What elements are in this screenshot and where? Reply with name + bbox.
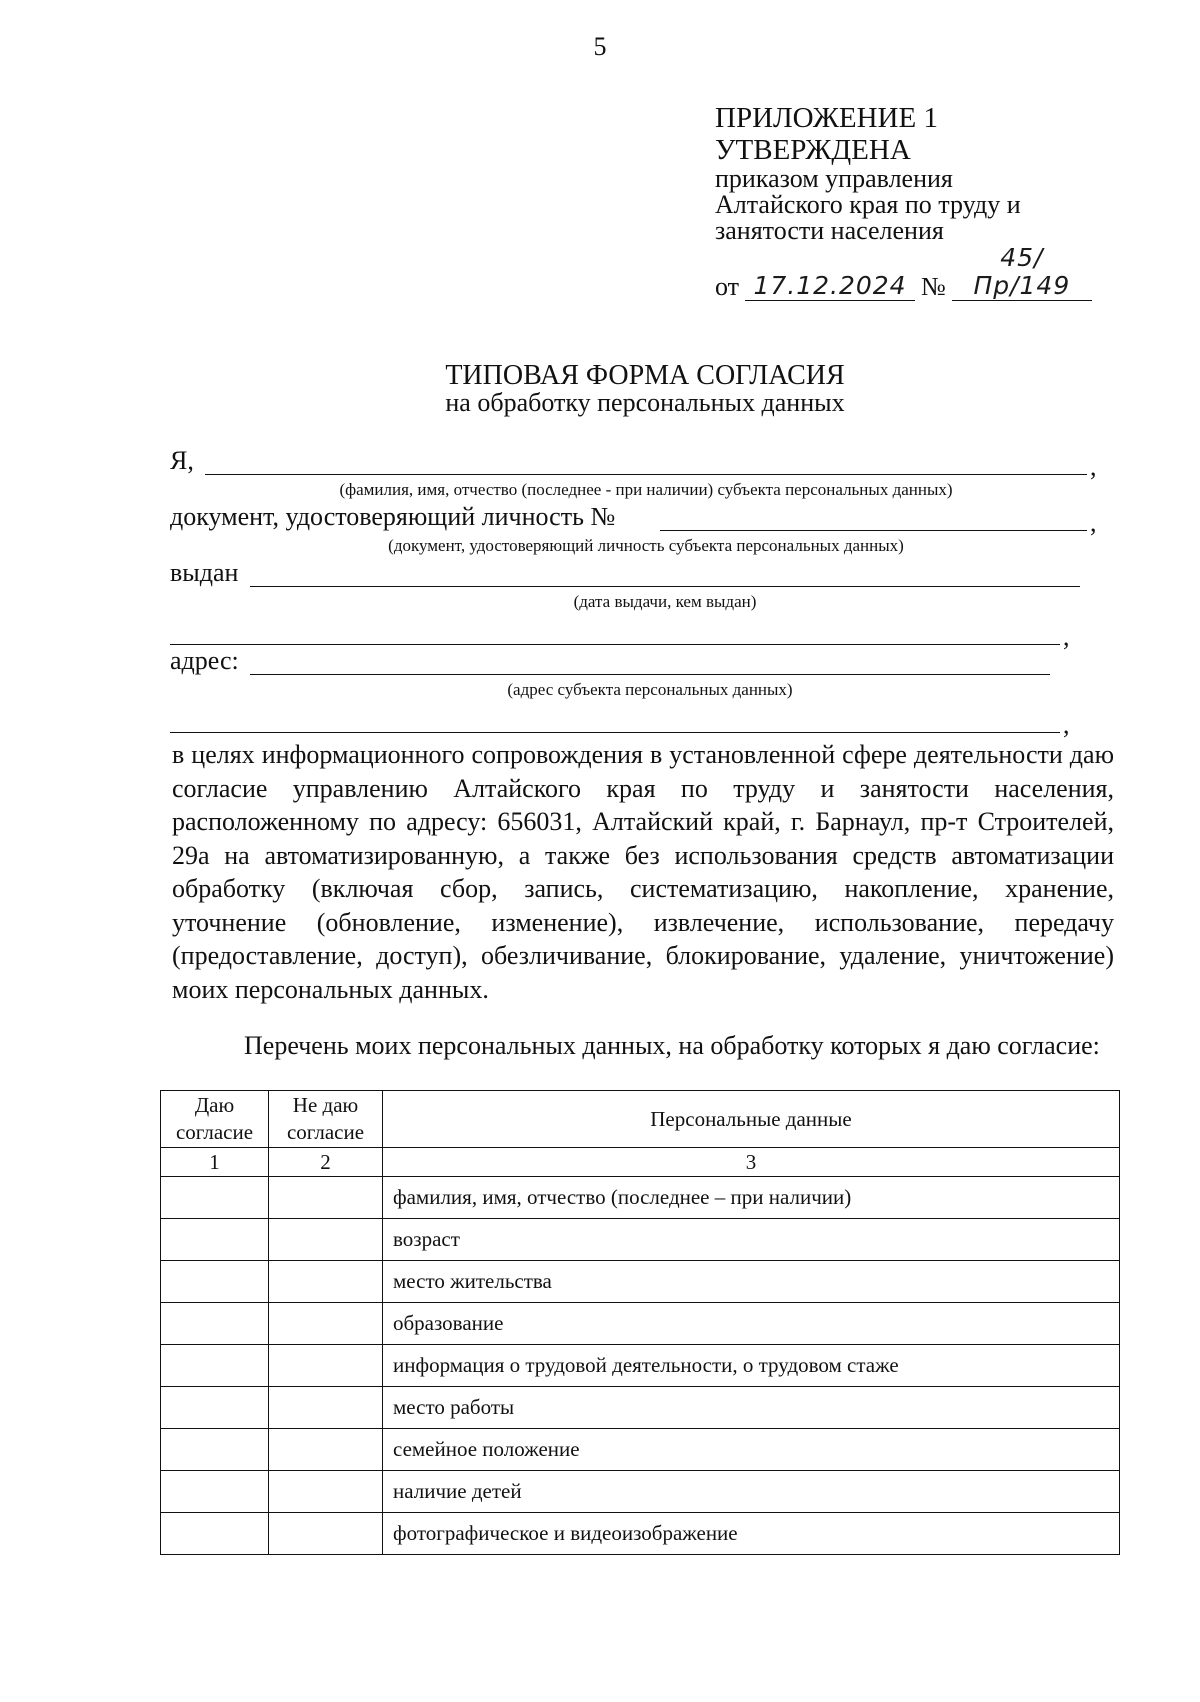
personal-data-table [160,1090,1120,1555]
doc-hint: (документ, удостоверяющий личность субъекта персональных данных) [388,536,904,555]
consent-cell[interactable] [161,1513,269,1555]
form-subtitle: на обработку персональных данных [445,388,845,417]
no-consent-cell[interactable] [269,1387,383,1429]
personal-data-item: место работы [383,1387,1120,1429]
fio-comma: , [1090,452,1097,481]
consent-cell[interactable] [161,1219,269,1261]
issued-comma: , [1063,622,1070,651]
col-header-consent: Даю согласие [161,1091,269,1148]
no-consent-cell[interactable] [269,1261,383,1303]
address-line[interactable] [250,674,1050,675]
table-row [161,1513,1120,1555]
table-row [161,1471,1120,1513]
personal-data-item: информация о трудовой деятельности, о трудовом стаже [383,1345,1120,1387]
table-row [161,1429,1120,1471]
col-number-2: 2 [269,1148,383,1177]
table-number-row [161,1148,1120,1177]
col-header-personal-data: Персональные данные [383,1091,1120,1148]
fio-hint: (фамилия, имя, отчество (последнее - при наличии) субъекта персональных данных) [339,480,953,499]
address-hint: (адрес субъекта персональных данных) [507,680,793,699]
consent-text [172,738,1114,1006]
no-consent-cell[interactable] [269,1429,383,1471]
ya-label: Я, [170,446,194,475]
approval-order-line: приказом управления [715,164,953,193]
form-title: ТИПОВАЯ ФОРМА СОГЛАСИЯ [445,360,845,391]
table-row [161,1303,1120,1345]
issued-hint: (дата выдачи, кем выдан) [573,592,757,611]
no-consent-cell[interactable] [269,1471,383,1513]
approval-authority-line: Алтайского края по труду и [715,190,1021,219]
issued-line-2[interactable] [170,644,1060,645]
approval-number: 45/Пр/149 [952,244,1092,301]
doc-number-line[interactable] [660,530,1087,531]
approval-date-number [715,244,1155,301]
consent-cell[interactable] [161,1429,269,1471]
col-number-3: 3 [383,1148,1120,1177]
personal-data-item: наличие детей [383,1471,1120,1513]
personal-data-item: фамилия, имя, отчество (последнее – при наличии) [383,1177,1120,1219]
page-number: 5 [593,32,607,61]
consent-cell[interactable] [161,1261,269,1303]
col-header-no-consent: Не даю согласие [269,1091,383,1148]
doc-label: документ, удостоверяющий личность № [170,502,616,531]
personal-data-item: фотографическое и видеоизображение [383,1513,1120,1555]
consent-cell[interactable] [161,1177,269,1219]
table-row [161,1345,1120,1387]
list-intro: Перечень моих персональных данных, на обработку которых я даю согласие: [244,1031,1100,1060]
consent-cell[interactable] [161,1387,269,1429]
address-comma: , [1063,710,1070,739]
no-consent-cell[interactable] [269,1513,383,1555]
no-consent-cell[interactable] [269,1345,383,1387]
doc-comma: , [1090,508,1097,537]
consent-cell[interactable] [161,1303,269,1345]
table-row [161,1177,1120,1219]
no-consent-cell[interactable] [269,1177,383,1219]
table-row [161,1387,1120,1429]
approval-approved: УТВЕРЖДЕНА [715,134,911,166]
consent-cell[interactable] [161,1345,269,1387]
no-consent-cell[interactable] [269,1219,383,1261]
col-number-1: 1 [161,1148,269,1177]
table-header-row [161,1091,1120,1148]
address-line-2[interactable] [170,732,1060,733]
personal-data-item: образование [383,1303,1120,1345]
personal-data-item: семейное положение [383,1429,1120,1471]
fio-line[interactable] [205,474,1087,475]
approval-authority-line-2: занятости населения [715,216,944,245]
issued-label: выдан [170,558,239,587]
consent-cell[interactable] [161,1471,269,1513]
approval-appendix: ПРИЛОЖЕНИЕ 1 [715,102,938,134]
no-consent-cell[interactable] [269,1303,383,1345]
approval-date: 17.12.2024 [745,272,915,301]
table-row [161,1219,1120,1261]
issued-line[interactable] [250,586,1080,587]
table-row [161,1261,1120,1303]
personal-data-item: возраст [383,1219,1120,1261]
number-prefix: № [921,272,946,301]
approval-block [715,102,1155,301]
personal-data-item: место жительства [383,1261,1120,1303]
consent-paragraph: в целях информационного сопровождения в установленной сфере деятельности даю согласие управлению Алтайского края по труду и занятости населения, расположенному по адресу: 656031, Алтайский край, г. Барнаул, пр-т Строителей, 29а на автоматизированную, а также без использования средств автоматизации обработку (включая сбор, запись, систематизацию, накопление, хранение, уточнение (обновление, изменение), извлечение, использование, передачу (предоставление, доступ), обезличивание, блокирование, удаление, уничтожение) моих персональных данных. [172,740,1114,1004]
date-prefix: от [715,272,740,301]
address-label: адрес: [170,646,239,675]
